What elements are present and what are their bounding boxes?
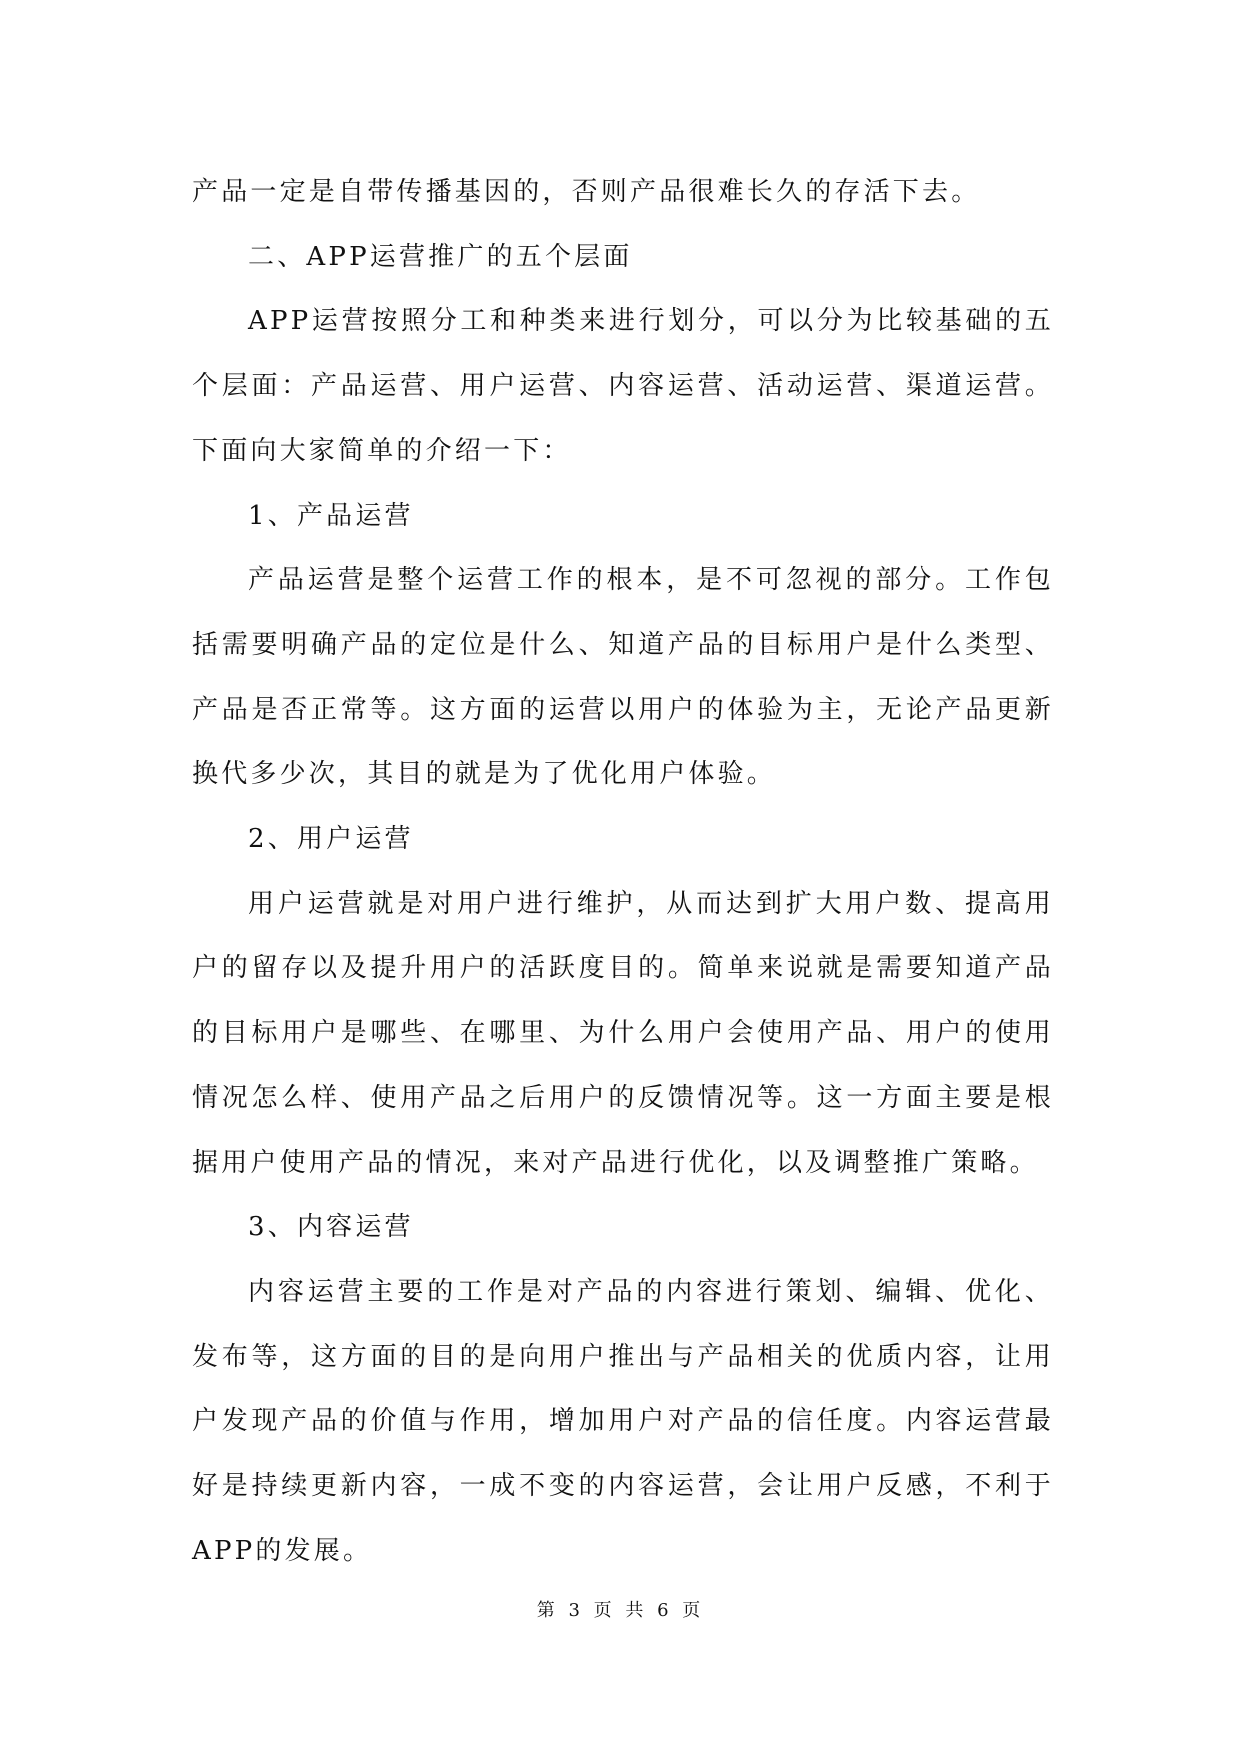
document-body (192, 160, 1054, 1583)
subsection-heading: 2、用户运营 (248, 824, 414, 855)
page-number-footer: 第 3 页 共 6 页 (536, 1600, 705, 1621)
body-paragraph: 用户运营就是对用户进行维护，从而达到扩大用户数、提高用户的留存以及提升用户的活跃度目的。简单来说就是需要知道产品的目标用户是哪些、在哪里、为什么用户会使用产品、用户的使用情况怎么样、使用产品之后用户的反馈情况等。这一方面主要是根据用户使用产品的情况，来对产品进行优化，以及调整推广策略。 (192, 888, 1054, 1178)
body-paragraph: 产品一定是自带传播基因的，否则产品很难长久的存活下去。 (192, 177, 981, 207)
body-paragraph: 内容运营主要的工作是对产品的内容进行策划、编辑、优化、发布等，这方面的目的是向用户推出与产品相关的优质内容，让用户发现产品的价值与作用，增加用户对产品的信任度。内容运营最好是持续更新内容，一成不变的内容运营，会让用户反感，不利于APP的发展。 (192, 1276, 1054, 1566)
subsection-heading: 3、内容运营 (248, 1212, 414, 1243)
section-heading: 二、APP运营推广的五个层面 (248, 241, 633, 272)
body-paragraph: 产品运营是整个运营工作的根本，是不可忽视的部分。工作包括需要明确产品的定位是什么、知道产品的目标用户是什么类型、产品是否正常等。这方面的运营以用户的体验为主，无论产品更新换代多少次，其目的就是为了优化用户体验。 (192, 565, 1054, 790)
subsection-heading: 1、产品运营 (248, 500, 414, 531)
body-paragraph: APP运营按照分工和种类来进行划分，可以分为比较基础的五个层面：产品运营、用户运营、内容运营、活动运营、渠道运营。下面向大家简单的介绍一下： (192, 306, 1054, 466)
